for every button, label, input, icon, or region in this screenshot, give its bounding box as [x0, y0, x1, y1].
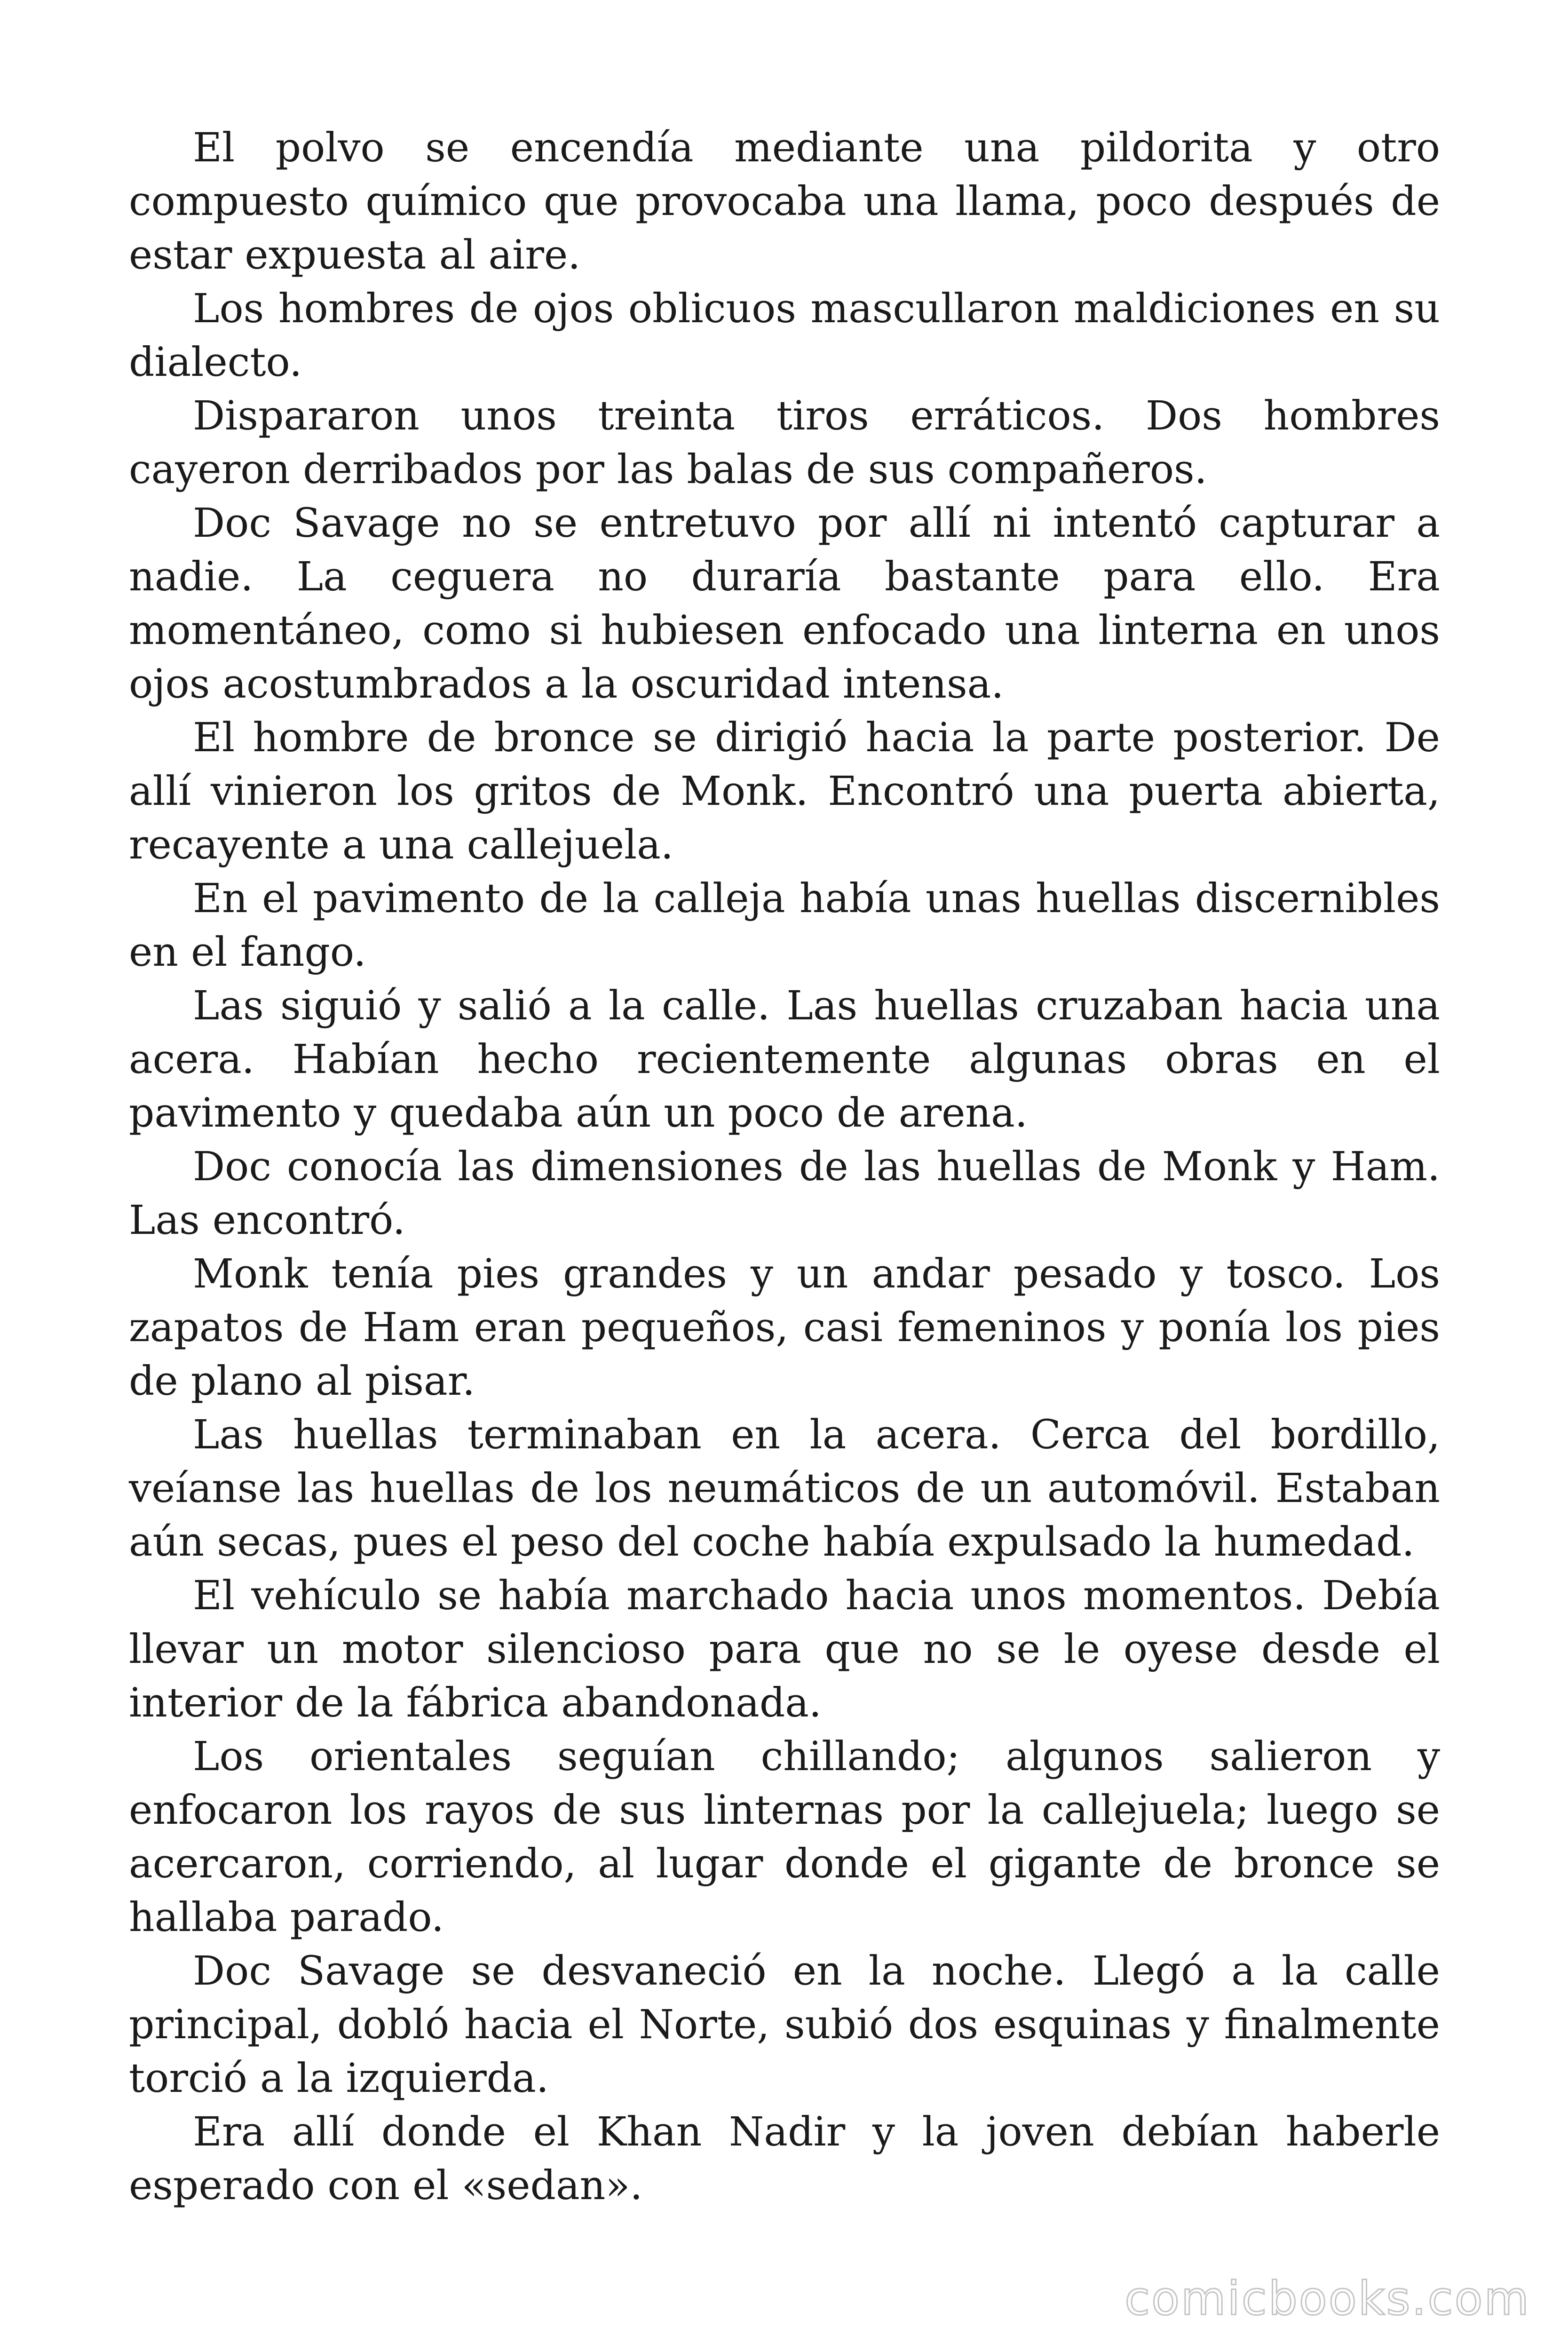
paragraph-9: Monk tenía pies grandes y un andar pesado y tosco. Los zapatos de Ham eran pequeños, casi femeninos y ponía los pies de plano al pisar.: [129, 1251, 1440, 1405]
paragraph-2: Los hombres de ojos oblicuos mascullaron maldiciones en su dialecto.: [129, 286, 1440, 386]
body-text: [129, 121, 1440, 2213]
paragraph-11: El vehículo se había marchado hacia unos momentos. Debía llevar un motor silencioso para que no se le oyese desde el interior de la fábrica abandonada.: [129, 1573, 1440, 1726]
paragraph-10: Las huellas terminaban en la acera. Cerca del bordillo, veíanse las huellas de los neumáticos de un automóvil. Estaban aún secas, pues el peso del coche había expulsado la humedad.: [129, 1412, 1440, 1565]
paragraph-7: Las siguió y salió a la calle. Las huellas cruzaban hacia una acera. Habían hecho recientemente algunas obras en el pavimento y quedaba aún un poco de arena.: [129, 983, 1440, 1136]
paragraph-3: Dispararon unos treinta tiros erráticos. Dos hombres cayeron derribados por las balas de sus compañeros.: [129, 393, 1440, 493]
paragraph-6: En el pavimento de la calleja había unas huellas discernibles en el fango.: [129, 875, 1440, 976]
paragraph-5: El hombre de bronce se dirigió hacia la parte posterior. De allí vinieron los gritos de Monk. Encontró una puerta abierta, recayente a una callejuela.: [129, 715, 1440, 868]
paragraph-8: Doc conocía las dimensiones de las huellas de Monk y Ham. Las encontró.: [129, 1144, 1440, 1244]
paragraph-13: Doc Savage se desvaneció en la noche. Llegó a la calle principal, dobló hacia el Norte, subió dos esquinas y finalmente torció a la izquierda.: [129, 1948, 1440, 2102]
watermark-text: comicbooks.com: [1125, 2272, 1530, 2326]
paragraph-14: Era allí donde el Khan Nadir y la joven debían haberle esperado con el «sedan».: [129, 2109, 1440, 2209]
paragraph-4: Doc Savage no se entretuvo por allí ni intentó capturar a nadie. La ceguera no duraría bastante para ello. Era momentáneo, como si hubiesen enfocado una linterna en unos ojos acostumbrados a la oscuridad intensa.: [129, 500, 1440, 707]
paragraph-12: Los orientales seguían chillando; algunos salieron y enfocaron los rayos de sus linternas por la callejuela; luego se acercaron, corriendo, al lugar donde el gigante de bronce se hallaba parado.: [129, 1733, 1440, 1941]
paragraph-1: El polvo se encendía mediante una pildorita y otro compuesto químico que provocaba una llama, poco después de estar expuesta al aire.: [129, 125, 1440, 278]
